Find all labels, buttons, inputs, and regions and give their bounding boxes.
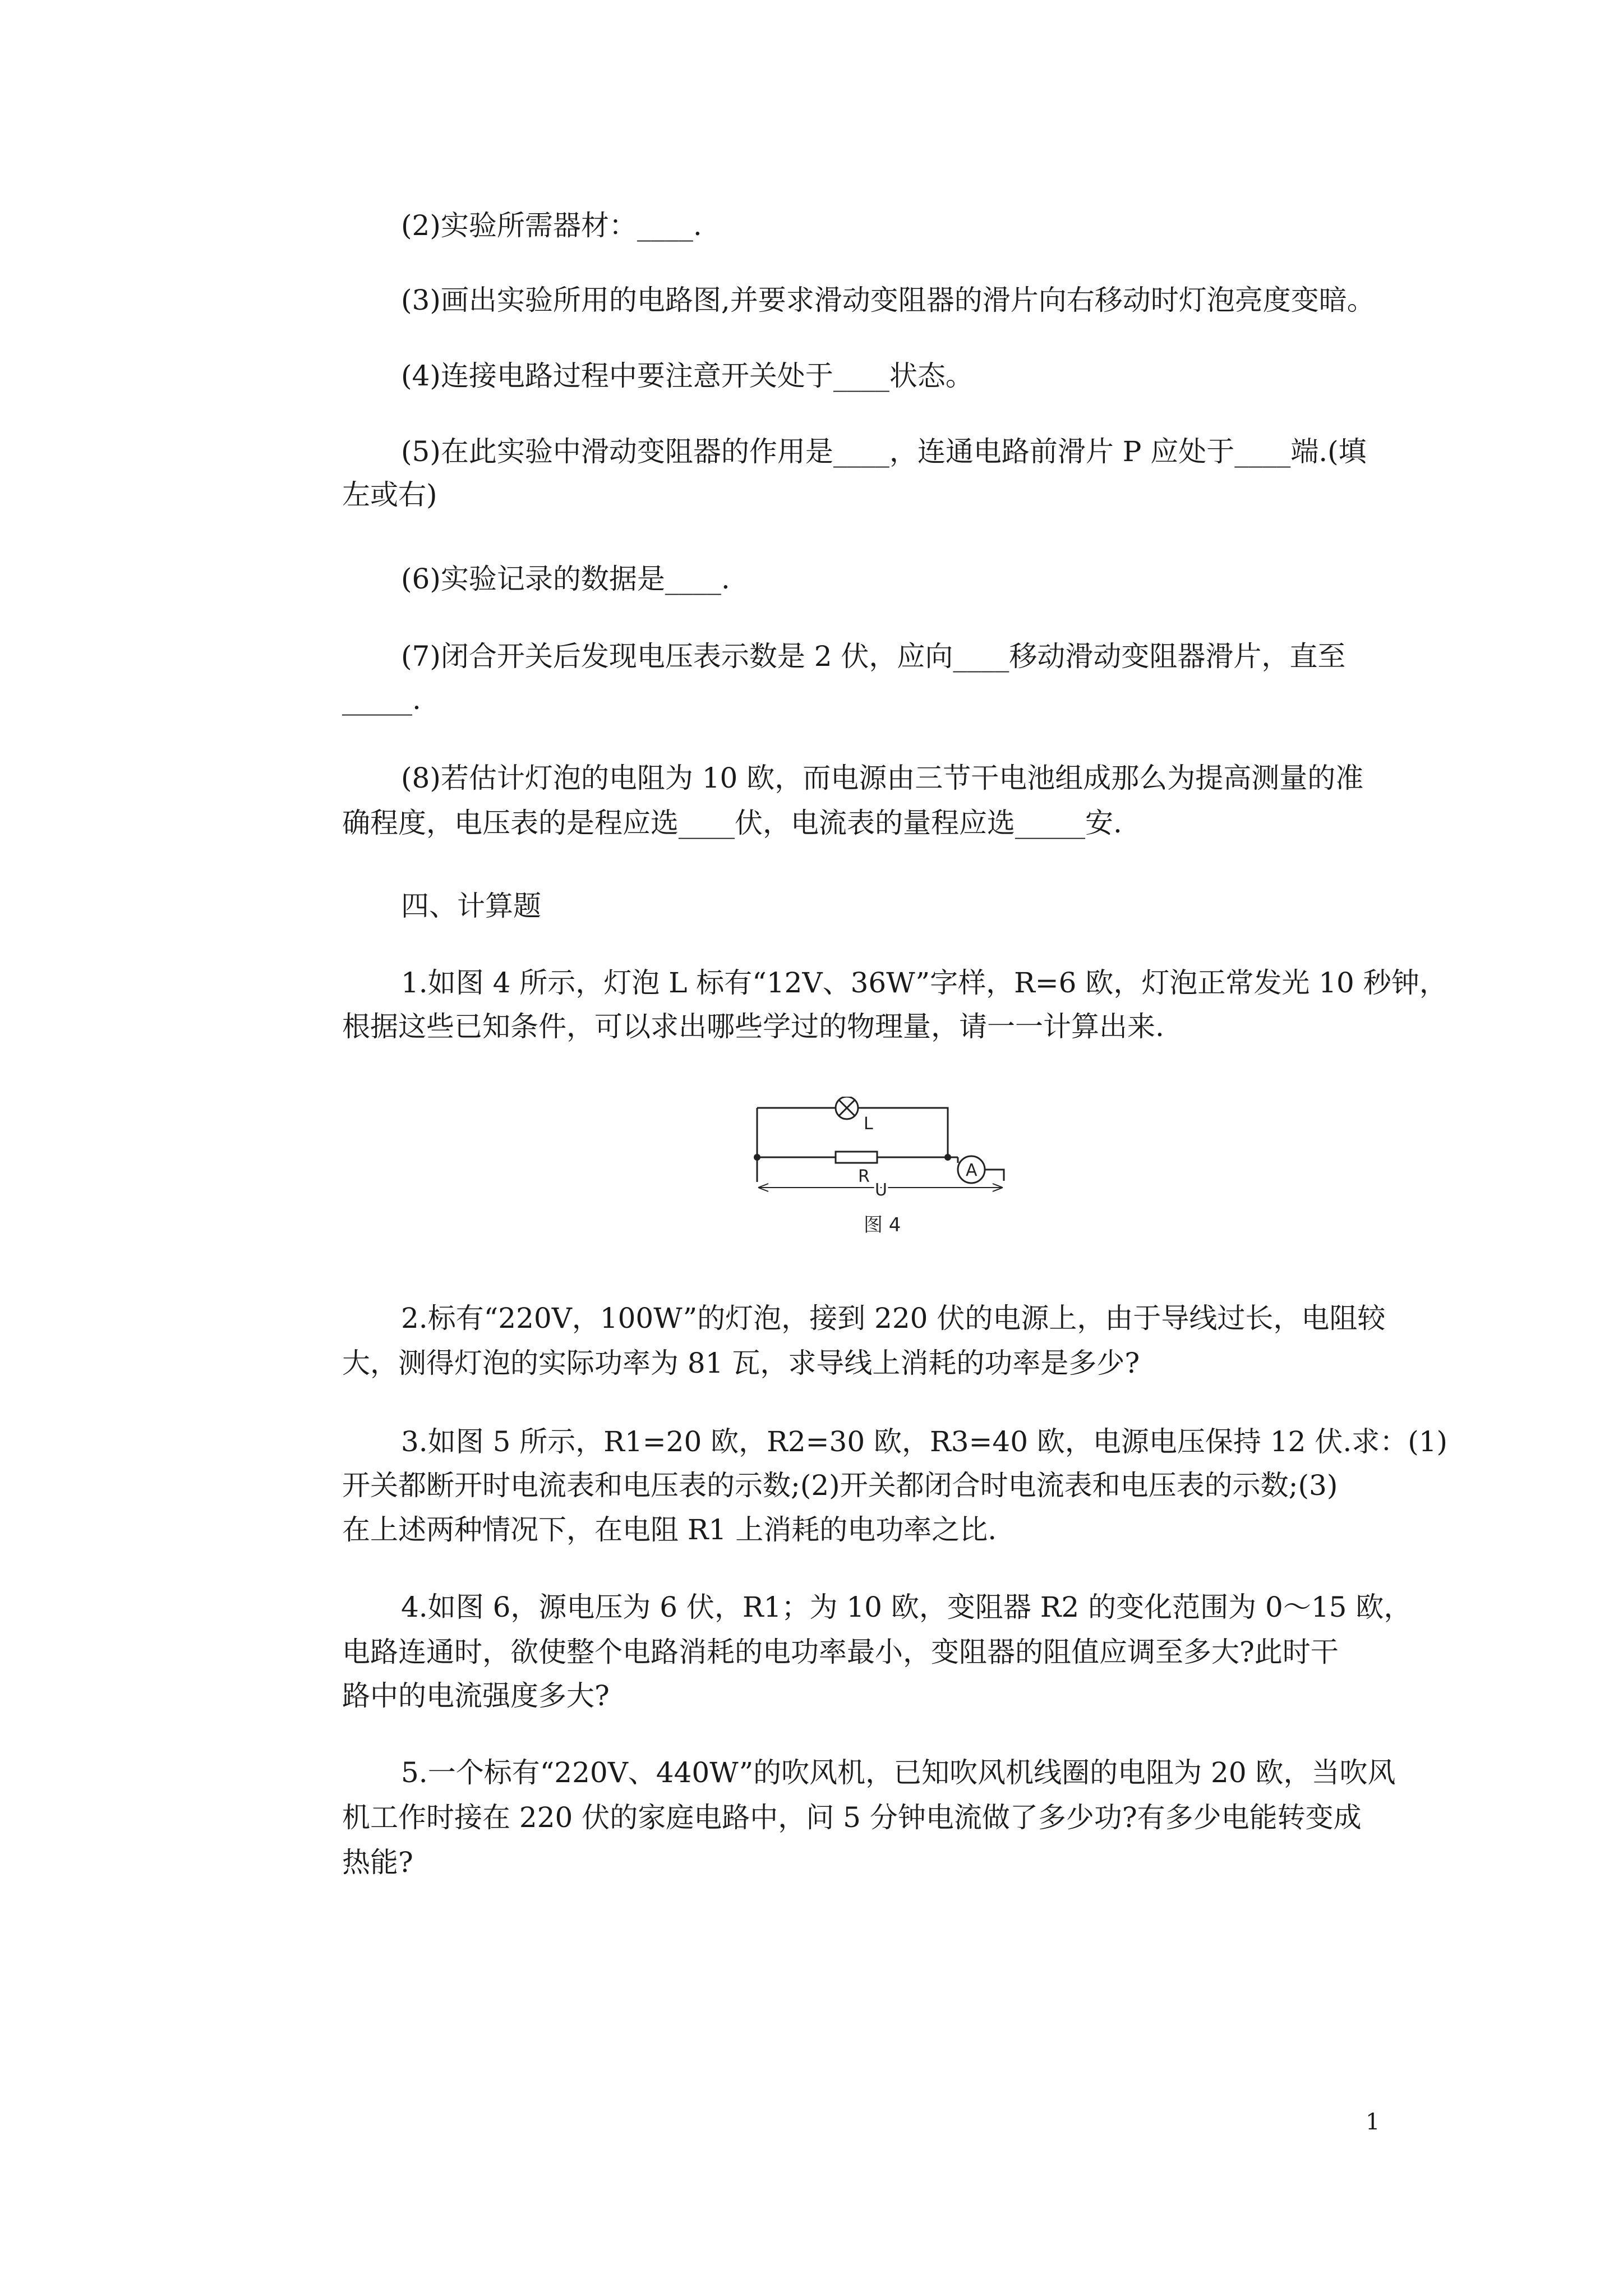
junction-dot [754, 1154, 760, 1161]
text-line: 路中的电流强度多大? [342, 1680, 610, 1712]
text-line: (4)连接电路过程中要注意开关处于____状态。 [401, 360, 974, 392]
text-line: (8)若估计灯泡的电阻为 10 欧，而电源由三节干电池组成那么为提高测量的准 [401, 762, 1364, 794]
page-number: 1 [1366, 2109, 1380, 2135]
figure-caption: 图 4 [864, 1214, 901, 1236]
text-line: 1.如图 4 所示，灯泡 L 标有“12V、36W”字样，R=6 欧，灯泡正常发光 10 秒钟， [401, 967, 1447, 999]
section-heading: 四、计算题 [401, 890, 541, 922]
text-line: 3.如图 5 所示，R1=20 欧，R2=30 欧，R3=40 欧，电源电压保持 12 伏.求：(1) [401, 1425, 1448, 1458]
text-line: 电路连通时，欲使整个电路消耗的电功率最小，变阻器的阻值应调至多大?此时干 [342, 1636, 1339, 1668]
text-line: 开关都断开时电流表和电压表的示数;(2)开关都闭合时电流表和电压表的示数;(3) [342, 1469, 1338, 1502]
ammeter-label: A [966, 1161, 978, 1180]
text-line: _____. [342, 683, 421, 716]
junction-dot [944, 1154, 951, 1161]
voltage-label: U [875, 1180, 887, 1200]
resistor-label: R [858, 1167, 870, 1186]
lamp-cross [839, 1100, 855, 1116]
text-line: 确程度，电压表的是程应选____伏，电流表的量程应选_____安. [342, 807, 1122, 839]
text-line: (3)画出实验所用的电路图,并要求滑动变阻器的滑片向右移动时灯泡亮度变暗。 [401, 284, 1375, 316]
text-line: (5)在此实验中滑动变阻器的作用是____，连通电路前滑片 P 应处于____端.(填 [401, 435, 1367, 468]
text-line: 机工作时接在 220 伏的家庭电路中，问 5 分钟电流做了多少功?有多少电能转变成 [342, 1801, 1362, 1834]
text-line: 热能? [342, 1846, 413, 1879]
circuit-diagram-figure-4 [751, 1097, 1015, 1254]
text-line: (6)实验记录的数据是____. [401, 563, 730, 595]
text-line: 5.一个标有“220V、440W”的吹风机，已知吹风机线圈的电阻为 20 欧，当吹风 [401, 1756, 1396, 1789]
text-line: 2.标有“220V，100W”的灯泡，接到 220 伏的电源上，由于导线过长，电阻较 [401, 1302, 1386, 1335]
resistor-symbol [836, 1152, 877, 1163]
lamp-label: L [864, 1114, 873, 1134]
wire-ammeter-right [985, 1170, 1004, 1181]
text-line: (2)实验所需器材：____. [401, 209, 702, 242]
text-line: (7)闭合开关后发现电压表示数是 2 伏，应向____移动滑动变阻器滑片，直至 [401, 640, 1346, 673]
text-line: 大，测得灯泡的实际功率为 81 瓦，求导线上消耗的功率是多少? [342, 1347, 1140, 1379]
text-line: 左或右) [342, 478, 437, 511]
text-line: 根据这些已知条件，可以求出哪些学过的物理量，请一一计算出来. [342, 1010, 1164, 1043]
text-line: 4.如图 6，源电压为 6 伏，R1；为 10 欧，变阻器 R2 的变化范围为 0～15 欧， [401, 1591, 1412, 1623]
text-line: 在上述两种情况下，在电阻 R1 上消耗的电功率之比. [342, 1513, 997, 1546]
